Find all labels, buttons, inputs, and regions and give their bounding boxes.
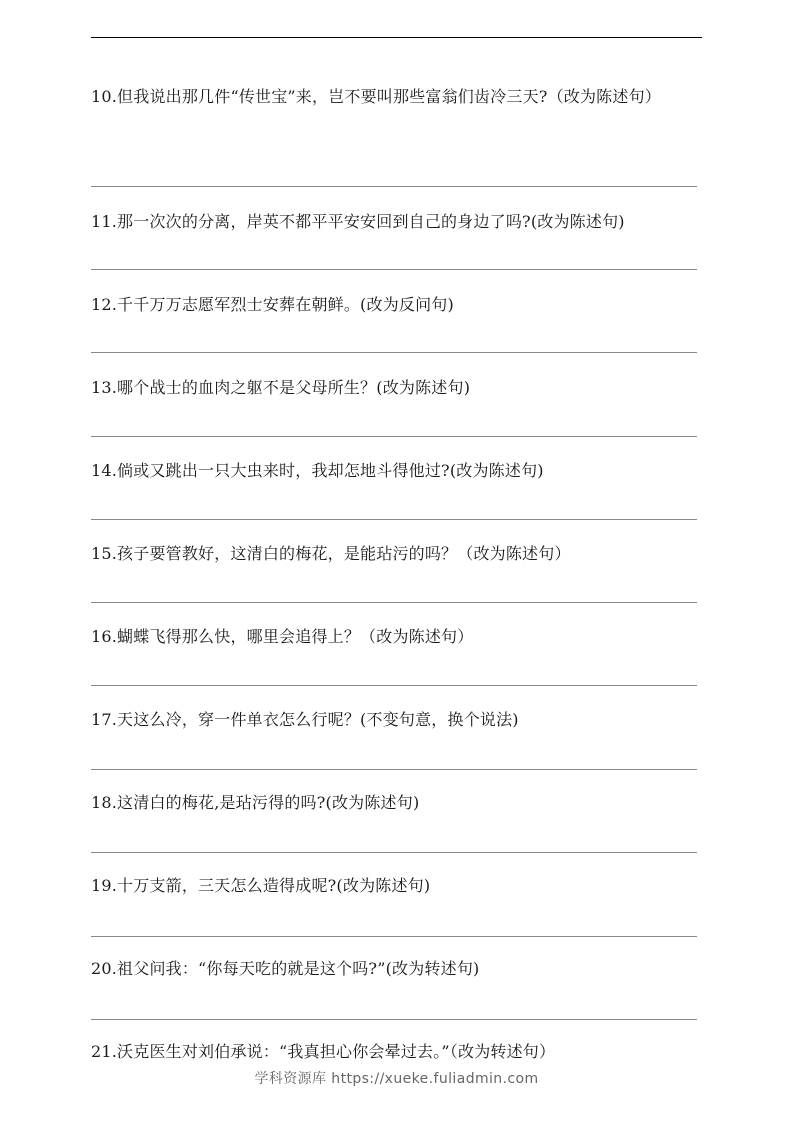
question-item xyxy=(91,699,703,741)
question-item xyxy=(91,367,703,409)
question-text: 10.但我说出那几件“传世宝”来，岂不要叫那些富翁们齿冷三天?（改为陈述句） xyxy=(91,87,661,106)
answer-line[interactable] xyxy=(91,602,697,603)
footer-watermark: 学科资源库 https://xueke.fuliadmin.com xyxy=(254,1071,539,1087)
question-item xyxy=(91,284,703,326)
answer-line[interactable] xyxy=(91,269,697,270)
question-item xyxy=(91,201,703,243)
question-text: 16.蝴蝶飞得那么快，哪里会追得上？（改为陈述句） xyxy=(91,627,474,646)
answer-line[interactable] xyxy=(91,352,697,353)
question-text: 15.孩子要管教好，这清白的梅花，是能玷污的吗？（改为陈述句） xyxy=(91,544,571,563)
question-text: 11.那一次次的分离，岸英不都平平安安回到自己的身边了吗?(改为陈述句) xyxy=(91,212,625,231)
question-item xyxy=(91,865,703,907)
answer-line[interactable] xyxy=(91,852,697,853)
question-text: 20.祖父问我：“你每天吃的就是这个吗?”(改为转述句) xyxy=(91,959,480,978)
question-text: 13.哪个战士的血肉之躯不是父母所生？(改为陈述句) xyxy=(91,378,471,397)
question-text: 17.天这么冷，穿一件单衣怎么行呢？(不变句意，换个说法) xyxy=(91,710,519,729)
question-item xyxy=(91,76,703,118)
question-text: 21.沃克医生对刘伯承说：“我真担心你会晕过去。”（改为转述句） xyxy=(91,1042,556,1061)
question-item xyxy=(91,948,703,990)
question-text: 18.这清白的梅花,是玷污得的吗?(改为陈述句) xyxy=(91,793,420,812)
answer-line[interactable] xyxy=(91,436,697,437)
question-item xyxy=(91,450,703,492)
question-item xyxy=(91,1031,703,1073)
answer-line[interactable] xyxy=(91,936,697,937)
header-rule xyxy=(91,37,702,38)
question-text: 19.十万支箭，三天怎么造得成呢?(改为陈述句) xyxy=(91,876,431,895)
answer-line[interactable] xyxy=(91,186,697,187)
answer-line[interactable] xyxy=(91,1019,697,1020)
answer-line[interactable] xyxy=(91,769,697,770)
answer-line[interactable] xyxy=(91,519,697,520)
question-text: 12.千千万万志愿军烈士安葬在朝鲜。(改为反问句) xyxy=(91,295,454,314)
question-item xyxy=(91,782,703,824)
question-item xyxy=(91,533,703,575)
answer-line[interactable] xyxy=(91,685,697,686)
question-item xyxy=(91,616,703,658)
question-text: 14.倘或又跳出一只大虫来时，我却怎地斗得他过?(改为陈述句) xyxy=(91,461,544,480)
